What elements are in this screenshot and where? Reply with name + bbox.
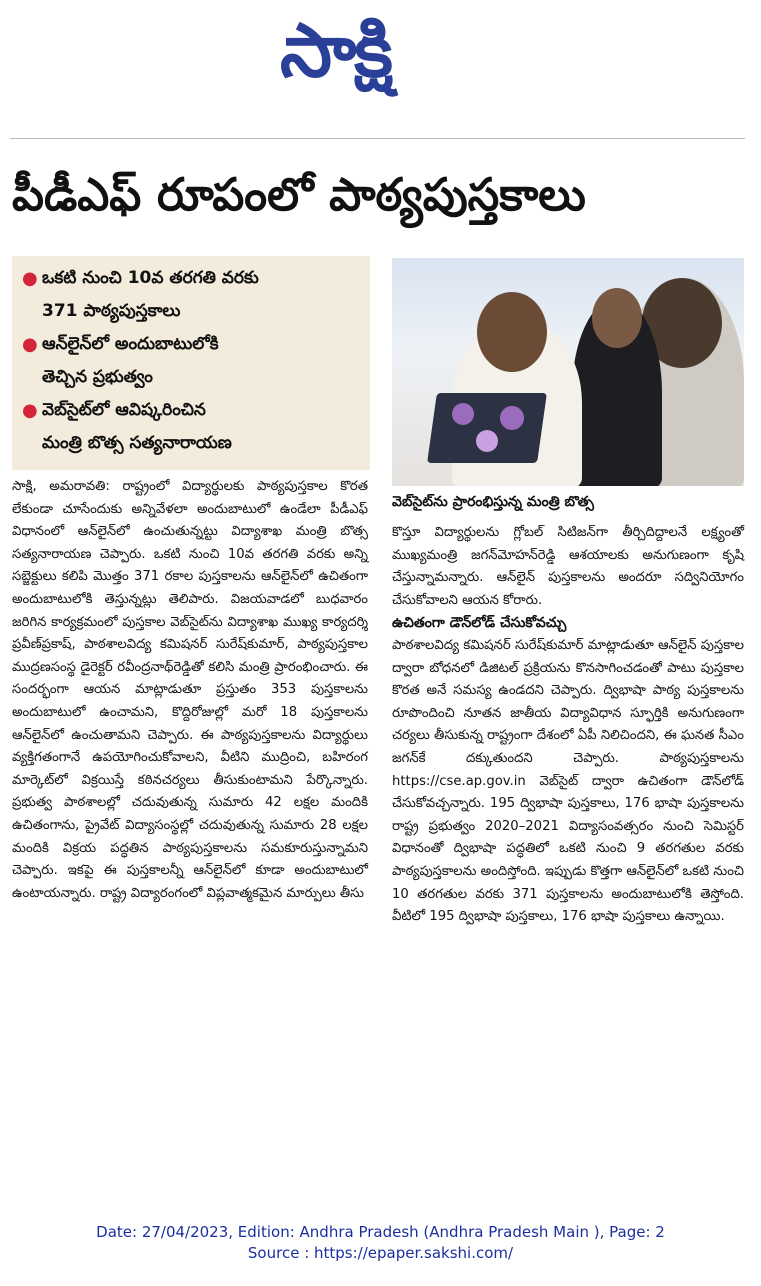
article-headline: పీడీఎఫ్‌ రూపంలో పాఠ్యపుస్తకాలు <box>12 168 586 221</box>
masthead-divider <box>10 138 745 139</box>
highlights-box <box>12 256 370 470</box>
bullet-icon: ● <box>22 334 38 355</box>
article-paragraph: సాక్షి, అమరావతి: రాష్ట్రంలో విద్యార్థులకు పాఠ్యపుస్తకాల కొరత లేకుండా చూసేందుకు అన్నివేళలా అందుబాటులో ఉండేలా పీడీఎఫ్‌ విధానంలో ఆన్‌లైన్‌లో ఉంచుతున్నట్టు విద్యాశాఖ మంత్రి బొత్స సత్యనారాయణ చెప్పారు. ఒకటి నుంచి 10వ తరగతి వరకు అన్ని సబ్జెక్టులు కలిపి మొత్తం 371 రకాల పుస్తకాలను ఆన్‌లైన్‌లో ఉచితంగా అందుబాటులోకి తెస్తున్నట్లు తెలిపారు. విజయవాడలో బుధవారం జరిగిన కార్యక్రమంలో పుస్తకాల వెబ్‌సైట్‌ను విద్యాశాఖ ముఖ్య కార్యదర్శి ప్రవీణ్‌ప్రకాష్, పాఠశాలవిద్య కమిషనర్‌ సురేష్‌కుమార్, పాఠ్యపుస్తకాల ముద్రణసంస్థ డైరెక్టర్‌ రవీంద్రనాథ్‌రెడ్డితో కలిసి మంత్రి ప్రారంభించారు. ఈ సందర్భంగా ఆయన మాట్లాడుతూ ప్రస్తుతం 353 పుస్తకాలను అందుబాటులో ఉంచామని, కొద్దిరోజుల్లో మరో 18 పుస్తకాలను ఆన్‌లైన్‌లో ఉంచుతామని చెప్పారు. ఈ పాఠ్యపుస్తకాలను విద్యార్థులు వ్యక్తిగతంగానే ఉపయోగించుకోవాలని, వీటిని ముద్రించి, బహిరంగ మార్కెట్‌లో విక్రయిస్తే కఠినచర్యలు తీసుకుంటామని పేర్కొన్నారు. ప్రభుత్వ పాఠశాలల్లో చదువుతున్న సుమారు 42 లక్షల మందికి ఉచితంగాను, ప్రైవేట్‌ విద్యాసంస్థల్లో చదువుతున్న సుమారు 28 లక్షల మందికి విక్రయ పద్ధతిన పాఠ్యపుస్తకాలను సమకూరుస్తున్నామని చెప్పారు. ఇకపై ఈ పుస్తకాలన్నీ ఆన్‌లైన్‌లో కూడా అందుబాటులో ఉంటాయన్నారు. రాష్ట్ర విద్యారంగంలో విప్లవాత్మకమైన మార్పులు తీసు <box>12 479 368 901</box>
photo-caption: వెబ్‌సైట్‌ను ప్రారంభిస్తున్న మంత్రి బొత్స <box>392 494 594 510</box>
highlight-text: ఆన్‌లైన్‌లో అందుబాటులోకి <box>42 334 219 354</box>
highlight-text: 371 పాఠ్యపుస్తకాలు <box>42 301 181 321</box>
highlight-text: మంత్రి బొత్స సత్యనారాయణ <box>42 433 232 453</box>
highlight-item <box>12 262 370 328</box>
highlight-item <box>12 328 370 394</box>
masthead <box>0 0 761 132</box>
article-photo <box>392 258 744 486</box>
highlight-text: వెబ్‌సైట్‌లో ఆవిష్కరించిన <box>42 400 206 420</box>
highlight-item <box>12 394 370 460</box>
page-footer <box>0 1222 761 1264</box>
article-paragraph: పాఠశాలవిద్య కమిషనర్‌ సురేష్‌కుమార్‌ మాట్లాడుతూ ఆన్‌లైన్‌ పుస్తకాల ద్వారా బోధనలో డిజిటల్‌ ప్రక్రియను కొనసాగించడంతో పాటు పుస్తకాల కొరత అనే సమస్య ఉండదని చెప్పారు. ద్విభాషా పాఠ్య పుస్తకాలను రూపొందించి నూతన జాతీయ విద్యావిధాన స్ఫూర్తికి అనుగుణంగా చర్యలు తీసుకున్న రాష్ట్రంగా దేశంలో ఏపీ నిలిచిందని, ఈ ఘనత సీఎం జగన్‌కే దక్కుతుందని చెప్పారు. పాఠ్యపుస్తకాలను https://cse.ap.gov.in వెబ్‌సైట్‌ ద్వారా ఉచితంగా డౌన్‌లోడ్‌ చేసుకోవచ్చన్నారు. 195 ద్విభాషా పుస్తకాలు, 176 భాషా పుస్తకాలను రాష్ట్ర ప్రభుత్వం 2020–2021 విద్యాసంవత్సరం నుంచి సెమిస్టర్‌ విధానంతో ద్విభాషా పద్ధతిలో ఒకటి నుంచి 9 తరగతుల వరకు పాఠ్యపుస్తకాలను అందిస్తోంది. ఇప్పుడు కొత్తగా ఆన్‌లైన్‌లో ఒకటి నుంచి 10 తరగతుల వరకు 371 పుస్తకాలను అందుబాటులోకి తెస్తోంది. వీటిలో 195 ద్విభాషా పుస్తకాలు, 176 భాషా పుస్తకాలు ఉన్నాయి. <box>392 637 744 925</box>
article-subheading: ఉచితంగా డౌన్‌లోడ్‌ చేసుకోవచ్చు <box>392 615 567 632</box>
article-right-column <box>392 522 744 929</box>
footer-date-edition: Date: 27/04/2023, Edition: Andhra Pradesh (Andhra Pradesh Main ), Page: 2 <box>96 1223 665 1241</box>
highlight-text: ఒకటి నుంచి 10వ తరగతి వరకు <box>42 268 259 288</box>
sakshi-logo: సాక్షి <box>280 8 391 94</box>
article-paragraph: కొస్తూ విద్యార్థులను గ్లోబల్‌ సిటిజన్‌గా తీర్చిదిద్దాలనే లక్ష్యంతో ముఖ్యమంత్రి జగన్‌మోహన్‌రెడ్డి ఆశయాలకు అనుగుణంగా కృషి చేస్తున్నామన్నారు. ఆన్‌లైన్‌ పుస్తకాలను అందరూ సద్వినియోగం చేసుకోవాలని ఆయన కోరారు. <box>392 525 744 608</box>
article-left-column <box>12 476 368 905</box>
bullet-icon: ● <box>22 400 38 421</box>
bullet-icon: ● <box>22 268 38 289</box>
footer-source: Source : https://epaper.sakshi.com/ <box>247 1244 514 1262</box>
highlight-text: తెచ్చిన ప్రభుత్వం <box>42 367 153 387</box>
